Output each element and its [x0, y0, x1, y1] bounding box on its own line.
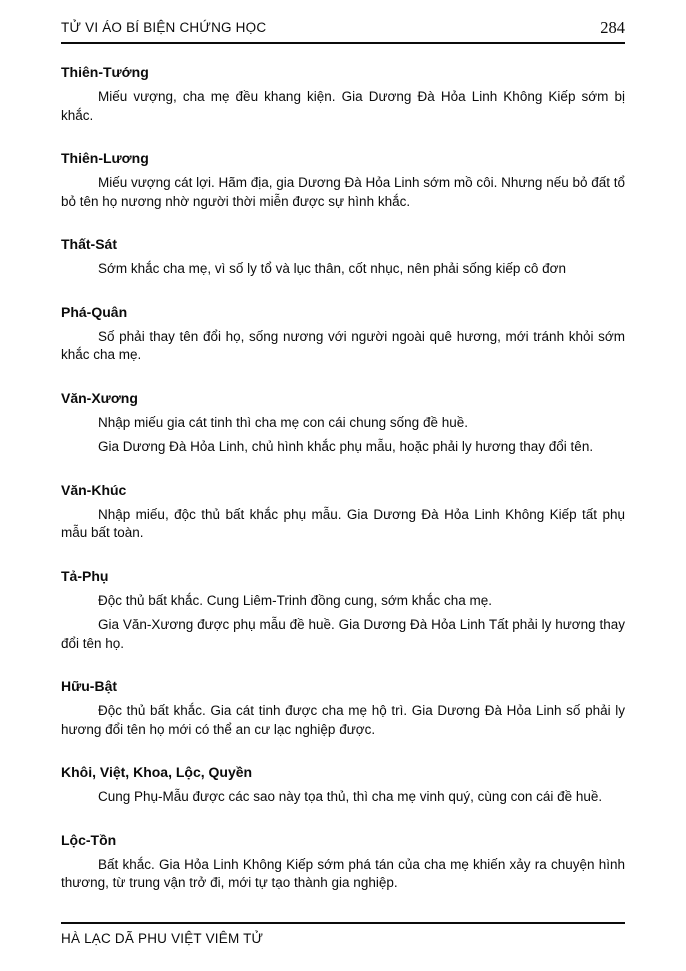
page-footer	[61, 922, 625, 948]
section-heading: Văn-Xương	[61, 389, 138, 406]
section-heading: Lộc-Tồn	[61, 831, 117, 848]
section-huu-bat	[61, 679, 625, 739]
section-heading: Khôi, Việt, Khoa, Lộc, Quyền	[61, 764, 253, 780]
section-paragraph: Miếu vượng, cha mẹ đều khang kiện. Gia Dương Đà Hỏa Linh Không Kiếp sớm bị khắc.	[61, 89, 625, 123]
running-footer-text: HÀ LẠC DÃ PHU VIỆT VIÊM TỬ	[61, 931, 264, 946]
section-van-khuc	[61, 483, 625, 543]
section-paragraph: Sớm khắc cha mẹ, vì số ly tổ và lục thân, cốt nhục, nên phải sống kiếp cô đơn	[98, 261, 566, 276]
section-van-xuong	[61, 391, 625, 457]
section-paragraph: Nhập miếu gia cát tinh thì cha mẹ con cái chung sống đề huề.	[98, 414, 468, 430]
section-paragraph: Miếu vượng cát lợi. Hãm địa, gia Dương Đà Hỏa Linh sớm mồ côi. Nhưng nếu bỏ đất tổ bỏ tên họ nương nhờ người thời miễn được sự hình khắc.	[61, 175, 626, 209]
section-that-sat	[61, 237, 625, 279]
section-heading: Thất-Sát	[61, 236, 117, 252]
section-paragraph: Gia Dương Đà Hỏa Linh, chủ hình khắc phụ mẫu, hoặc phải ly hương thay đổi tên.	[98, 439, 594, 454]
section-paragraph: Gia Văn-Xương được phụ mẫu đề huề. Gia Dương Đà Hỏa Linh Tất phải ly hương thay đổi tên họ.	[61, 617, 625, 651]
section-paragraph: Số phải thay tên đổi họ, sống nương với người ngoài quê hương, mới tránh khỏi sớm khắc cha mẹ.	[61, 328, 625, 362]
section-heading: Tả-Phụ	[61, 567, 109, 584]
section-loc-ton	[61, 833, 625, 893]
section-heading: Phá-Quân	[61, 303, 128, 320]
section-heading: Văn-Khúc	[61, 481, 127, 498]
section-paragraph: Bất khắc. Gia Hỏa Linh Không Kiếp sớm phá tán của cha mẹ khiến xảy ra chuyện hình thương, từ trung vận trở đi, mới tự tạo thành gia nghiệp.	[61, 856, 625, 890]
section-heading: Thiên-Lương	[61, 150, 149, 166]
page-header	[61, 0, 625, 44]
section-paragraph: Độc thủ bất khắc. Cung Liêm-Trinh đồng cung, sớm khắc cha mẹ.	[98, 592, 493, 608]
section-paragraph: Độc thủ bất khắc. Gia cát tinh được cha mẹ hộ trì. Gia Dương Đà Hỏa Linh số phải ly hương đổi tên họ mới có thể an cư lạc nghiệp được.	[61, 703, 625, 737]
section-pha-quan	[61, 305, 625, 365]
page-number: 284	[600, 18, 625, 37]
running-header-title: TỬ VI ÁO BÍ BIỆN CHỨNG HỌC	[61, 20, 267, 35]
section-thien-luong	[61, 151, 625, 211]
section-paragraph: Cung Phụ-Mẫu được các sao này tọa thủ, thì cha mẹ vinh quý, cùng con cái đề huề.	[98, 789, 603, 804]
section-khoi-viet-khoa-loc-quyen	[61, 765, 625, 807]
section-heading: Hữu-Bật	[61, 678, 118, 694]
page-body	[61, 44, 625, 893]
section-heading: Thiên-Tướng	[61, 64, 149, 80]
section-thien-tuong	[61, 65, 625, 125]
section-paragraph: Nhập miếu, độc thủ bất khắc phụ mẫu. Gia Dương Đà Hỏa Linh Không Kiếp tất phụ mẫu bất toàn.	[61, 506, 625, 540]
section-ta-phu	[61, 569, 625, 654]
